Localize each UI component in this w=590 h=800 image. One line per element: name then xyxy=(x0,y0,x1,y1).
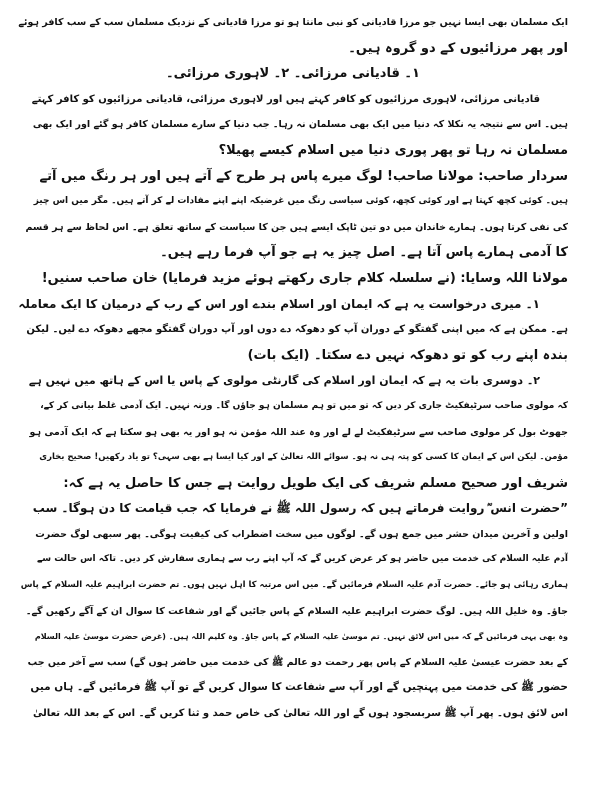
text-line: جھوٹ بول کر مولوی صاحب سے سرٹیفکیٹ لے لے اور وہ عند اللہ مؤمن نہ ہو اور یہ بھی ہو سکتا ہے کہ ایک آدمی ہو xyxy=(29,426,568,438)
hadith-quote-line: جاؤ۔ وہ خلیل اللہ ہیں۔ لوگ حضرت ابراہیم علیہ السلام کے پاس جائیں گے اور شفاعت کا سوال ان کے آگے رکھیں گے۔ xyxy=(25,605,568,617)
speaker-line: مولانا اللہ وسایا: (نے سلسلہ کلام جاری رکھتے ہوئے مزید فرمایا) خان صاحب سنیں! xyxy=(41,270,568,286)
hadith-quote-line: ”حضرت انس ؓ روایت فرماتے ہیں کہ رسول اللہ ﷺ نے فرمایا کہ جب قیامت کا دن ہوگا۔ سب xyxy=(32,501,568,516)
hadith-quote-line: اس لائق ہوں۔ پھر آپ ﷺ سربسجود ہوں گے اور اللہ تعالیٰ کی خاص حمد و ثنا کریں گے۔ اس کے بعد اللہ تعالیٰ xyxy=(32,708,568,720)
sect-list-line: ۱۔ قادیانی مرزائی۔ ۲۔ لاہوری مرزائی۔ xyxy=(166,66,420,82)
text-line: بندہ اپنے رب کو تو دھوکہ نہیں دے سکتا۔ (ایک بات) xyxy=(247,347,568,363)
speaker-line: سردار صاحب: مولانا صاحب! لوگ میرے پاس ہر طرح کے آتے ہیں اور ہر رنگ میں آتے xyxy=(39,168,568,184)
hadith-quote-line: حضور ﷺ کی خدمت میں پہنچیں گے اور آپ سے شفاعت کا سوال کریں گے تو آپ ﷺ فرمائیں گے۔ ہاں میں xyxy=(30,681,568,694)
text-line: کا آدمی ہمارے پاس آتا ہے۔ اصل چیز یہ ہے جو آپ فرما رہے ہیں۔ xyxy=(160,245,568,261)
hadith-quote-line: ہماری رہائی ہو جائے۔ حضرت آدم علیہ السلام فرمائیں گے۔ میں اس مرتبہ کا اہل نہیں ہوں۔ تم حضرت ابراہیم علیہ السلام کے پاس xyxy=(20,580,568,591)
hadith-quote-line: وہ بھی یہی فرمائیں گے کہ میں اس لائق نہیں۔ تم موسیٰ علیہ السلام کے پاس جاؤ۔ وہ کلیم اللہ ہیں۔ (غرض حضرت موسیٰ علیہ السلام xyxy=(34,632,568,642)
hadith-quote-line: آدم علیہ السلام کی خدمت میں حاضر ہو کر عرض کریں گے کہ آپ اپنے رب سے ہماری سفارش کر دیں۔ تاکہ اس حالت سے xyxy=(36,554,568,565)
text-line: قادیانی مرزائی، لاہوری مرزائیوں کو کافر کہتے ہیں اور لاہوری مرزائی، قادیانی مرزائیوں کو کافر کہتے xyxy=(31,93,540,105)
numbered-point-line: ۲۔ دوسری بات یہ ہے کہ ایمان اور اسلام کی گارنٹی مولوی کے پاس یا اس کے ہاتھ میں نہیں ہے xyxy=(28,374,540,388)
text-line: مؤمن۔ لیکن اس کے ایمان کا کسی کو پتہ ہی نہ ہو۔ سوائے اللہ تعالیٰ کے اور کیا ایسا ہے بھی سہی؟ تو یاد رکھیں! صحیح بخاری xyxy=(39,452,568,463)
text-line: کی نفی کرتا ہوں۔ ہمارے خاندان میں دو تین ٹاپک ایسے ہیں جن کا سیاست کے ساتھ تعلق ہے۔ اس لحاظ سے ہر قسم xyxy=(25,221,568,233)
text-line: اور پھر مرزائیوں کے دو گروہ ہیں۔ xyxy=(348,40,568,56)
hadith-quote-line: کے بعد حضرت عیسیٰ علیہ السلام کے پاس پھر رحمت دو عالم ﷺ کی خدمت میں حاضر ہوں گے) سب سے آخر میں جب xyxy=(27,656,568,668)
hadith-quote-line: اولین و آخرین میدان حشر میں جمع ہوں گے۔ لوگوں میں سخت اضطراب کی کیفیت ہوگی۔ پھر سبھی لوگ حضرت xyxy=(35,528,568,540)
text-line: ہے۔ ممکن ہے کہ میں اپنی گفتگو کے دوران آپ کو دھوکہ دے دوں اور آپ دوران گفتگو مجھے دھوکہ دے لیں۔ لیکن xyxy=(26,324,568,336)
text-line: ہیں۔ اس سے نتیجہ یہ نکلا کہ دنیا میں ایک بھی مسلمان نہ رہا۔ جب دنیا کے سارے مسلمان کافر ہو گئے اور ایک بھی xyxy=(32,119,568,131)
numbered-point-line: ۱۔ میری درخواست یہ ہے کہ ایمان اور اسلام بندے اور اس کے رب کے درمیان کا ایک معاملہ xyxy=(18,296,540,311)
text-line: کہ مولوی صاحب سرٹیفکیٹ جاری کر دیں کہ تو میں تو ہم مسلمان ہو جاؤں گا۔ ورنہ نہیں۔ ایک آدمی غلط بیانی کر کے، xyxy=(40,400,568,411)
text-line: ہیں۔ کوئی کچھ کہتا ہے اور کوئی کچھ، کوئی سیاسی رنگ میں غرضیکہ اپنے اپنے مفادات لے کر آتے ہیں۔ مگر میں اس چیز xyxy=(33,196,568,207)
text-line: ایک مسلمان بھی ایسا نہیں جو مرزا قادیانی کو نبی مانتا ہو تو مرزا قادیانی کے نزدیک مسلمان سب کے سب کافر ہوئے xyxy=(18,17,568,28)
text-line: شریف اور صحیح مسلم شریف کی ایک طویل روایت ہے جس کا حاصل یہ ہے کہ: xyxy=(63,475,568,491)
text-line: مسلمان نہ رہا تو پھر پوری دنیا میں اسلام کیسے پھیلا؟ xyxy=(218,142,568,158)
